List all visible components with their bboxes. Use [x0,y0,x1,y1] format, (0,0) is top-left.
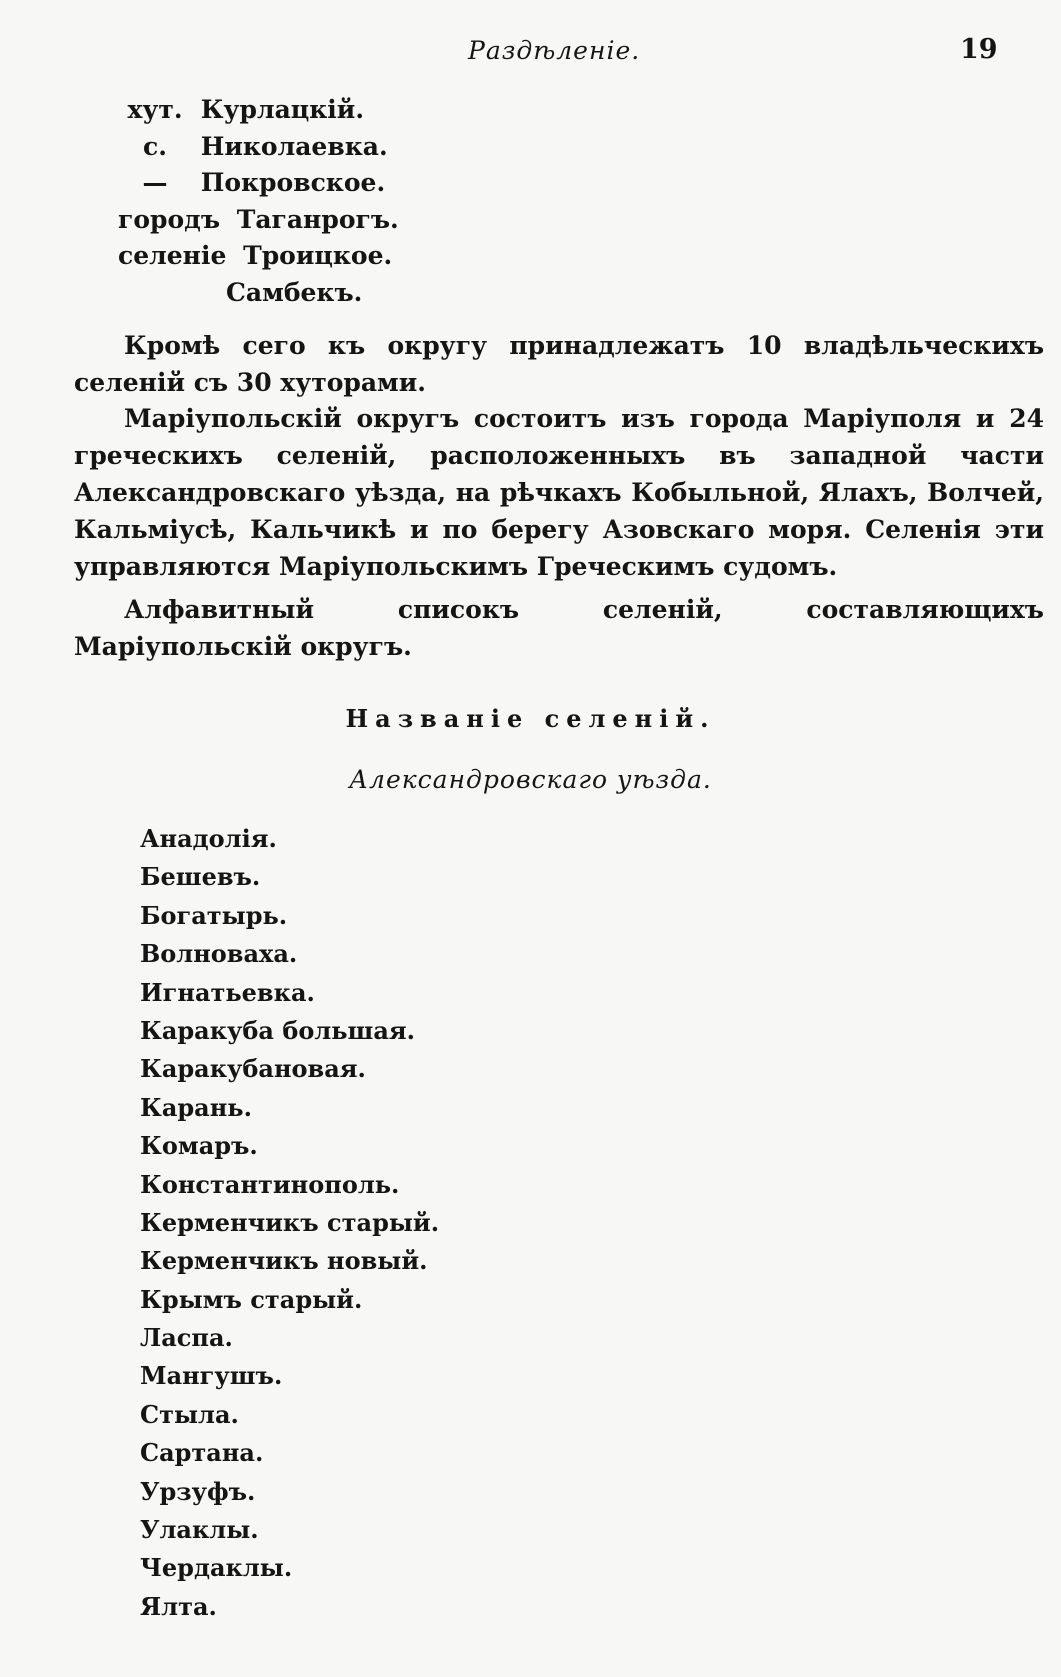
settlement-type: с. [143,131,167,161]
settlement-name: Николаевка. [200,131,388,161]
list-item: Крымъ старый. [140,1284,363,1314]
list-item: Богатырь. [140,900,288,930]
section-heading: Названіе селеній. [345,704,716,733]
paragraph-mariupol-district: Маріупольскій округъ состоитъ изъ города Маріуполя и 24 греческихъ селеній, расположенныхъ въ западной части Александровскаго уѣзда, на рѣчкахъ Кобыльной, Ялахъ, Волчей, Кальміусѣ, Кальчикѣ и по берегу Азовскаго моря. Селенія эти управляются Маріупольскимъ Греческимъ судомъ. [74,404,1044,581]
settlement-row [118,202,399,239]
settlement-name: Таганрогъ. [236,204,399,234]
list-item: Карань. [140,1092,252,1122]
settlement-name: Покровское. [200,168,386,197]
list-item: Каракубановая. [140,1054,366,1084]
list-item: Ялта. [140,1591,217,1621]
list-item: Ласпа. [140,1323,233,1353]
settlement-name: Курлацкій. [200,95,365,124]
list-item: Каракуба большая. [140,1015,415,1045]
list-item: Стыла. [140,1399,239,1429]
list-item: Комаръ. [140,1131,258,1161]
list-item: Улаклы. [140,1515,259,1545]
list-item: Урзуфъ. [140,1476,256,1506]
subheading: Александровскаго уѣзда. [349,765,712,794]
settlement-row [118,92,399,129]
running-title: Раздѣленіе. [468,36,641,65]
settlement-row [118,165,399,202]
settlement-type: селеніе [118,241,227,270]
list-item: Бешевъ. [140,862,261,892]
settlement-type: хут. [127,95,183,124]
list-item: Сартана. [140,1438,264,1468]
list-item: Волноваха. [140,939,298,969]
village-list [140,820,439,1626]
settlement-name: Самбекъ. [226,277,363,307]
list-item: Керменчикъ новый. [140,1246,428,1276]
settlement-name: Троицкое. [243,241,393,270]
paragraph-alphabetical-list: Алфавитный списокъ селеній, составляющихъ Маріупольскій округъ. [74,595,1044,661]
list-item: Игнатьевка. [140,977,315,1007]
list-item: Константинополь. [140,1169,400,1199]
list-item: Керменчикъ старый. [140,1207,440,1237]
settlement-row [118,275,399,312]
paragraph-private-villages: Кромѣ сего къ округу принадлежатъ 10 владѣльческихъ селеній съ 30 хуторами. [74,331,1044,397]
settlement-type: городъ [118,204,220,234]
running-head [0,36,1061,72]
list-item: Мангушъ. [140,1361,283,1391]
settlement-row [118,238,399,275]
settlement-list [118,92,399,311]
page-number: 19 [960,34,998,65]
list-item: Анадолія. [140,824,277,853]
list-item: Чердаклы. [140,1553,293,1583]
settlement-row [118,129,399,166]
settlement-type: — [142,168,168,197]
